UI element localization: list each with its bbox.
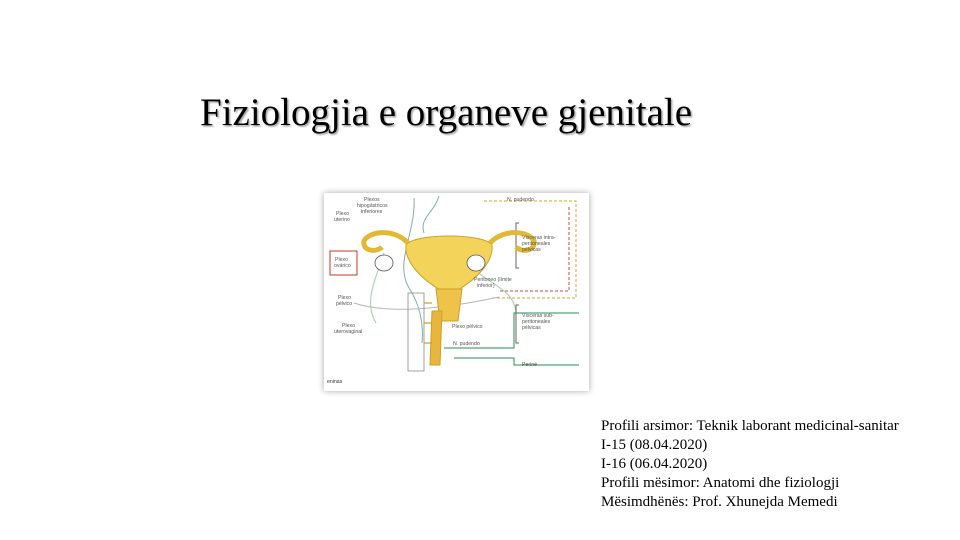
info-line-subject: Profili mësimor: Anatomi dhe fiziologji [601,475,840,491]
slide-title: Fiziologjia e organeve gjenitale [200,91,693,134]
label-plexo-uterovaginal: Plexo uterovaginal [334,323,363,335]
label-n-pudendo-bottom: N. pudendo [453,341,480,347]
vagina-shape [430,311,442,365]
anatomy-figure [324,193,589,391]
info-line-i15: I-15 (08.04.2020) [601,437,708,453]
label-plexo-pelvico-center: Plexo pélvico [452,324,483,330]
label-perineo: Periné [522,362,537,368]
fallopian-tube-left [364,233,408,251]
label-n-pudendo-top: N. pudendo [507,197,534,203]
label-plexo-uterino: Plexo uterino [334,211,350,223]
label-eninas: eninas [327,379,343,385]
pelvic-wall [408,293,424,371]
label-visceras-intraperitoneales: Vísceras intra- peritoneales pélvicas [522,235,556,253]
info-line-profile: Profili arsimor: Teknik laborant medicinal-sanitar [601,418,899,434]
female-genital-innervation-diagram [324,193,589,391]
nerve-line [454,358,579,365]
ovary-left [375,255,393,271]
nerve-line [423,196,439,233]
course-info [601,417,899,512]
label-plexo-pelvico-left: Plexo pélvico [336,295,353,307]
label-visceras-subperitoneales: Vísceras sub- peritoneales pélvicas [522,313,554,331]
bracket-line [516,305,519,343]
ovary-right [467,255,485,271]
label-peritoneo: Peritoneo (límite inferior) [474,277,512,289]
info-line-i16: I-16 (06.04.2020) [601,456,708,472]
info-line-teacher: Mësimdhënës: Prof. Xhunejda Memedi [601,494,838,510]
label-plexos-hipogastricos: Plexos hipogástricos inferiores [357,197,388,215]
label-plexo-ovarico: Plexo ovárico [334,257,351,269]
